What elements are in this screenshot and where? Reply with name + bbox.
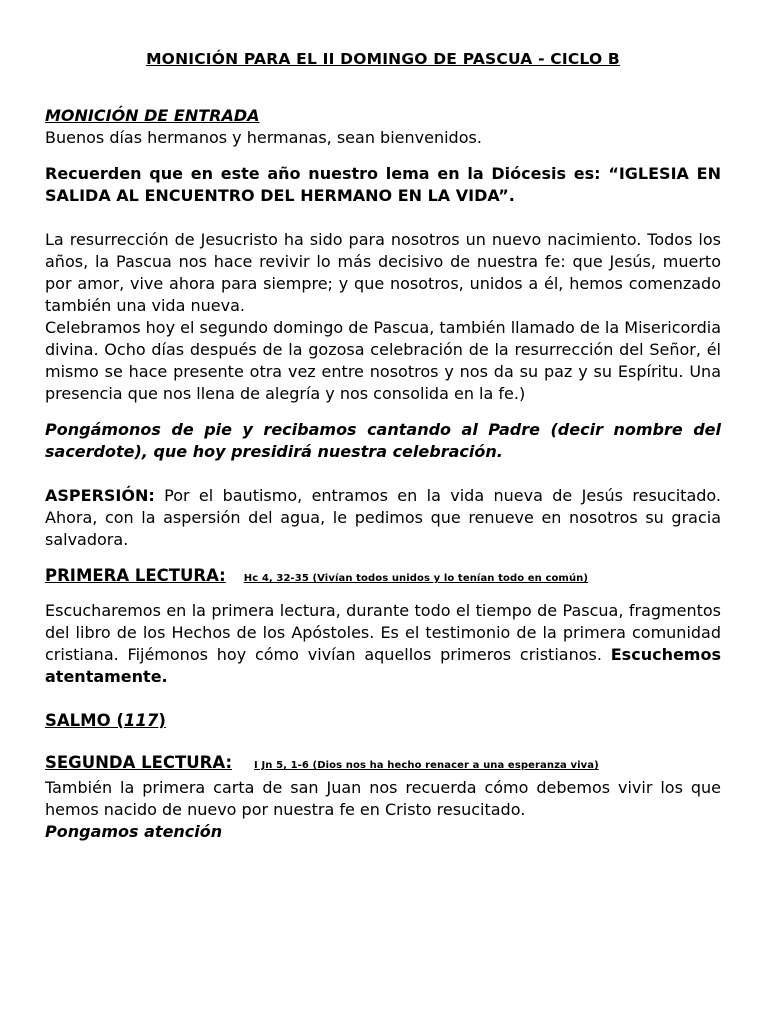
salmo-label-prefix: SALMO ( [45, 711, 124, 730]
entrada-invitation: Pongámonos de pie y recibamos cantando al Padre (decir nombre del sacerdote), que hoy presidirá nuestra celebración. [45, 420, 721, 461]
aspersion-paragraph [45, 485, 721, 551]
aspersion-label: ASPERSIÓN: [45, 486, 155, 505]
entrada-lema: Recuerden que en este año nuestro lema en la Diócesis es: “IGLESIA EN SALIDA AL ENCUENTRO DEL HERMANO EN LA VIDA”. [45, 164, 721, 205]
aspersion-text: Por el bautismo, entramos en la vida nueva de Jesús resucitado. Ahora, con la aspersión del agua, le pedimos que renueve en nosotros su gracia salvadora. [45, 486, 721, 549]
segunda-lectura-closing: Pongamos atención [45, 822, 223, 841]
entrada-greeting: Buenos días hermanos y hermanas, sean bienvenidos. [45, 128, 482, 147]
primera-lectura-text: Escucharemos en la primera lectura, durante todo el tiempo de Pascua, fragmentos del libro de los Hechos de los Apóstoles. Es el testimonio de la primera comunidad cristiana. Fijémonos hoy cómo vivían aquellos primeros cristianos. [45, 601, 721, 664]
document-title: MONICIÓN PARA EL II DOMINGO DE PASCUA - CICLO B [146, 50, 620, 68]
salmo-heading [45, 710, 721, 732]
primera-lectura-label: PRIMERA LECTURA: [45, 566, 226, 585]
entrada-paragraph-1: La resurrección de Jesucristo ha sido para nosotros un nuevo nacimiento. Todos los años, la Pascua nos hace revivir lo más decisivo de nuestra fe: que Jesús, muerto por amor, vive ahora para siempre; y que nosotros, unidos a él, hemos comenzado también una vida nueva. [45, 230, 721, 315]
segunda-lectura-label: SEGUNDA LECTURA: [45, 753, 233, 772]
segunda-lectura-text: También la primera carta de san Juan nos recuerda cómo debemos vivir los que hemos nacido de nuevo por nuestra fe en Cristo resucitado. [45, 778, 721, 819]
entrada-paragraph-2: Celebramos hoy el segundo domingo de Pascua, también llamado de la Misericordia divina. Ocho días después de la gozosa celebración de la resurrección del Señor, él mismo se hace presente otra vez entre nosotros y nos da su paz y su Espíritu. Una presencia que nos llena de alegría y nos consolida en la fe.) [45, 318, 721, 403]
segunda-lectura-reference: I Jn 5, 1-6 (Dios nos ha hecho renacer a una esperanza viva) [254, 760, 599, 771]
segunda-lectura-heading [45, 752, 721, 777]
document-page [45, 48, 721, 843]
primera-lectura-closing: Escuchemos atentamente. [45, 645, 721, 686]
salmo-label-suffix: ) [158, 711, 166, 730]
primera-lectura-heading [45, 565, 721, 590]
salmo-number: 117 [123, 711, 159, 730]
entrada-heading: MONICIÓN DE ENTRADA [45, 106, 260, 125]
primera-lectura-paragraph [45, 600, 721, 688]
primera-lectura-reference: Hc 4, 32-35 (Vivían todos unidos y lo tenían todo en común) [243, 573, 589, 584]
